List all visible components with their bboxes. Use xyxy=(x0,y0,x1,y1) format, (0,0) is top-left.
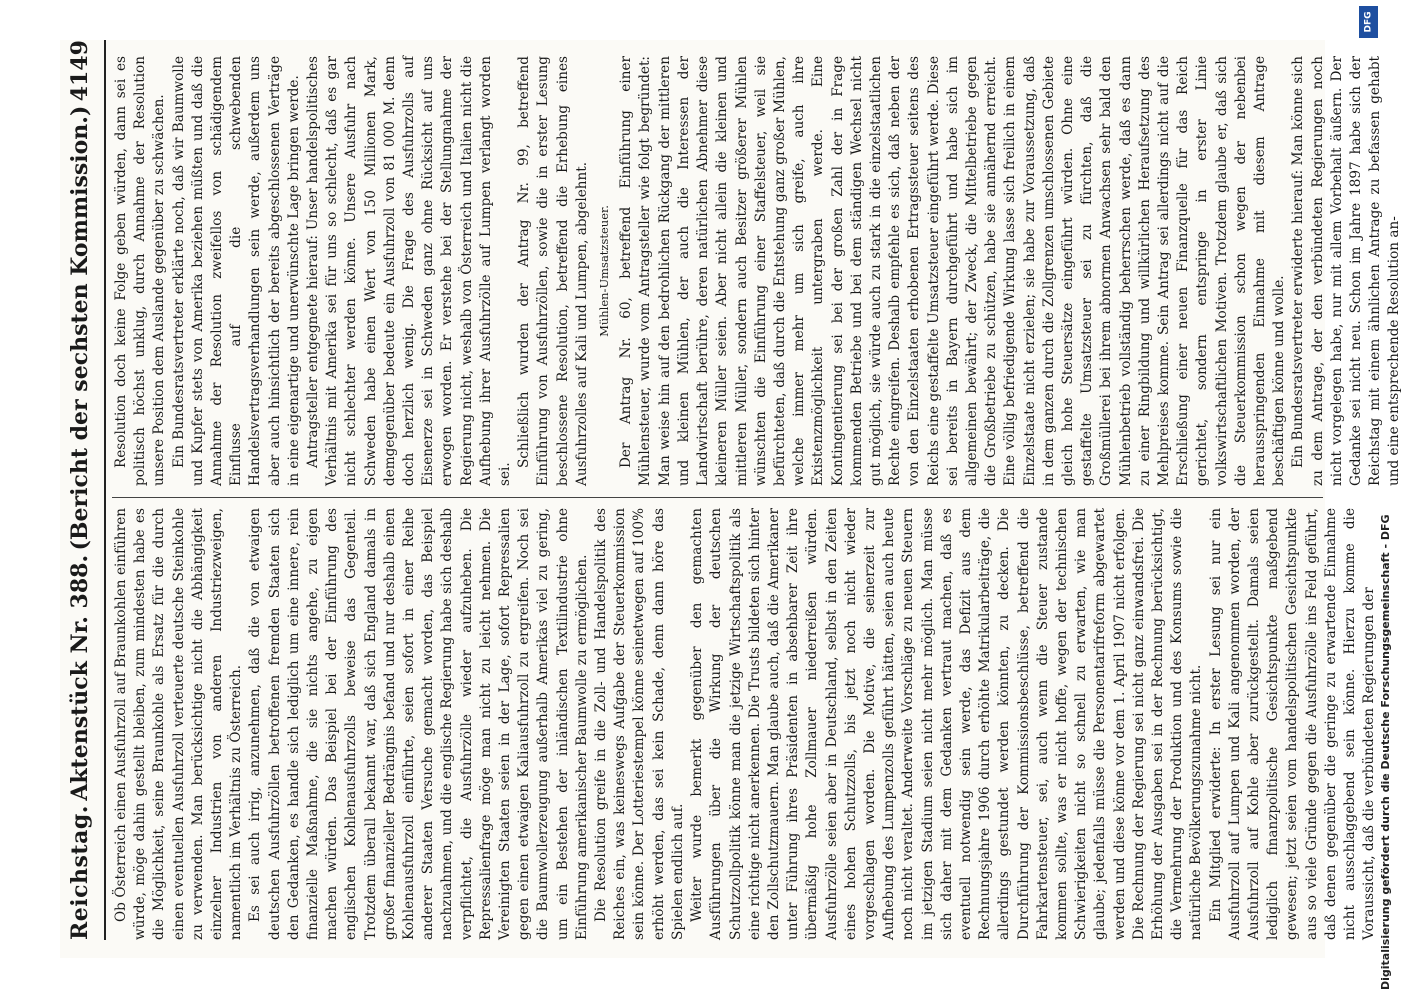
header-reichstag: Reichstag. xyxy=(67,805,93,940)
right-paragraph: Resolution doch keine Folge geben würden, dann sei es politisch höchst unklug, durch Annahme der Resolution unsere Position dem Auslande gegenüber zu schwächen. xyxy=(113,56,168,486)
left-paragraph: Ein Mitglied erwiderte: In erster Lesung sei nur ein Ausfuhrzoll auf Lumpen und Kali angenommen worden, der Ausfuhrzoll auf Kohle aber zurückgestellt. Damals seien lediglich finanzpolitische Gesichtspunkte maßgebend gewesen; jetzt seien vom handelspolitischen Gesichtspunkte aus so viele Gründe gegen die Ausfuhrzölle ins Feld geführt, daß denen gegenüber die geringe zu erwartende Einnahme nicht ausschlaggebend sein könne. Hierzu komme die Voraussicht, daß die verbündeten Regierungen der xyxy=(1207,508,1378,940)
right-paragraph: Antragsteller entgegnete hierauf: Unser handelspolitisches Verhältnis mit Amerika sei für uns so schlecht, daß es gar nicht schlechter werden könne. Unsere Ausfuhr nach Schweden habe einen Wert von 150 Millionen Mark, demgegenüber bedeute ein Ausfuhrzoll von 81 000 M. denn doch herzlich wenig. Die Frage des Ausfuhrzolls auf Eisenerze sei in Schweden ganz ohne Rücksicht auf uns erwogen worden. Er verstehe bei der Stellungnahme der Regierung nicht, weshalb von Österreich und Italien nicht die Aufhebung ihrer Ausfuhrzölle auf Lumpen verlangt worden sei. xyxy=(305,56,514,486)
left-paragraph: Es sei auch irrig, anzunehmen, daß die von etwaigen deutschen Ausfuhrzöllen betroffenen fremden Staaten sich den Gedanken, es handle sich lediglich um eine innere, rein finanzielle Maßnahme, die sie nichts angehe, zu eigen machen würden. Das Beispiel bei der Einführung des englischen Kohlenausfuhrzolls beweise das Gegenteil. Trotzdem überall bekannt war, daß sich England damals in großer finanzieller Bedrängnis befand und nur deshalb einen Kohlenausfuhrzoll einführte, seien sofort in einer Reihe anderer Staaten Versuche gemacht worden, das Beispiel nachzuahmen, und die englische Regierung habe sich deshalb verpflichtet, die Ausfuhrzölle wieder aufzuheben. Die Repressalienfrage möge man nicht zu leicht nehmen. Die Vereinigten Staaten seien in der Lage, sofort Repressalien gegen einen etwaigen Kaliausfuhrzoll zu ergreifen. Noch sei die Baumwollerzeugung außerhalb Amerikas viel zu gering, um ein Bestehen der inländischen Textilindustrie ohne Einführung amerikanischer Baumwolle zu ermöglichen. xyxy=(247,508,590,940)
left-paragraph: Weiter wurde bemerkt gegenüber den gemachten Ausführungen über die Wirkung der deutschen Schutzzollpolitik könne man die jetzige Wirtschaftspolitik als eine richtige nicht anerkennen. Die Trusts bildeten sich hinter den Zollschutzmauern. Man glaube auch, daß die Amerikaner unter Führung ihres Präsidenten in absehbarer Zeit ihre übermäßig hohe Zollmauer niederreißen würden. Ausfuhrzölle seien aber in Deutschland, selbst in den Zeiten eines hohen Schutzzolls, bis jetzt noch nicht wieder vorgeschlagen worden. Die Motive, die seinerzeit zur Aufhebung des Lumpenzolls geführt hätten, seien auch heute noch nicht veraltet. Anderweite Vorschläge zu neuen Steuern im jetzigen Stadium seien nicht mehr möglich. Man müsse sich daher mit dem Gedanken vertraut machen, daß es eventuell notwendig sein werde, das Defizit aus dem Rechnungsjahre 1906 durch erhöhte Matrikularbeiträge, die allerdings gestundet werden könnten, zu decken. Die Durchführung der Kommissionsbeschlüsse, betreffend die Fahrkartensteuer, sei, auch wenn die Steuer zustande kommen sollte, was er nicht hoffe, wegen der technischen Schwierigkeiten nicht so schnell zu erwarten, wie man glaube; jedenfalls müsse die Personentarifreform abgewartet werden und diese könne vor dem 1. April 1907 nicht erfolgen. Die Rechnung der Regierung sei nicht ganz einwandsfrei. Die Erhöhung der Ausgaben sei in der Rechnung berücksichtigt, die Vermehrung der Produktion und des Konsums sowie die natürliche Bevölkerungszunahme nicht. xyxy=(689,508,1205,940)
left-column xyxy=(112,508,1378,940)
page-header xyxy=(60,40,100,940)
right-paragraph: Ein Bundesratsvertreter erwiderte hierauf: Man könne sich zu dem Antrage, der den verbündeten Regierungen noch nicht vorgelegen habe, nur mit allem Vorbehalt äußern. Der Gedanke sei nicht neu. Schon im Jahre 1897 habe sich der Reichstag mit einem ähnlichen Antrage zu befassen gehabt und eine entsprechende Resolution an- xyxy=(1290,56,1403,486)
right-column xyxy=(112,56,1403,486)
right-paragraph: Ein Bundesratsvertreter erklärte noch, daß wir Baumwolle und Kupfer stets von Amerika beziehen müßten und daß die Annahme der Resolution zweifellos von schädigendem Einflusse auf die schwebenden Handelsvertragsverhandlungen sein werde, außerdem uns aber auch hinsichtlich der bereits abgeschlossenen Verträge in eine eigenartige und unerwünschte Lage bringen werde. xyxy=(170,56,302,486)
dfg-logo: DFG xyxy=(1359,6,1378,38)
digitization-credit: Digitalisierung gefördert durch die Deutsche Forschungsgemeinschaft - DFG xyxy=(1378,514,1392,990)
header-rule xyxy=(104,40,106,940)
column-divider xyxy=(112,497,1323,498)
left-paragraph: Die Resolution greife in die Zoll- und Handelspolitik des Reiches ein, was keineswegs Aufgabe der Steuerkommission sein könne. Der Lotteriestempel könne seinetwegen auf 100% erhöht werden, das sei kein Schade, denn dann höre das Spielen endlich auf. xyxy=(593,508,686,940)
header-bericht: (Bericht der sechsten Kommission.) xyxy=(67,105,93,551)
section-heading: Mühlen-Umsatzsteuer. xyxy=(597,205,612,337)
header-aktenstueck: Aktenstück Nr. 388. xyxy=(67,554,93,801)
right-paragraph: Der Antrag Nr. 60, betreffend Einführung einer Mühlensteuer, wurde vom Antragsteller wie folgt begründet: Man weise hin auf den bedrohlichen Rückgang der mittleren und kleinen Mühlen, der auch die Interessen der Landwirtschaft berühre, deren natürlichen Abnehmer diese kleineren Müller seien. Aber nicht allein die kleinen und mittleren Müller, sondern auch Besitzer größerer Mühlen wünschten die Einführung einer Staffelsteuer, weil sie befürchteten, daß durch die Entstehung ganz großer Mühlen, welche immer mehr um sich greife, auch ihre Existenzmöglichkeit untergraben werde. Eine Kontingentierung sei bei der großen Zahl der in Frage kommenden Betriebe und bei dem ständigen Wechsel nicht gut möglich, sie würde auch zu stark in die einzelstaatlichen Rechte eingreifen. Deshalb empfehle es sich, daß neben der von den Einzelstaaten erhobenen Ertragssteuer seitens des Reichs eine gestaffelte Umsatzsteuer eingeführt werde. Diese sei bereits in Bayern durchgeführt und habe sich im allgemeinen bewährt; der Zweck, die Mittelbetriebe gegen die Großbetriebe zu schützen, habe sie annähernd erreicht. Eine völlig befriedigende Wirkung lasse sich freilich in einem Einzelstaate nicht erzielen; sie habe zur Voraussetzung, daß in dem ganzen durch die Zollgrenzen umschlossenen Gebiete gleich hohe Steuersätze eingeführt würden. Ohne eine gestaffelte Umsatzsteuer sei zu fürchten, daß die Großmüllerei bei ihrem abnormen Anwachsen sehr bald den Mühlenbetrieb vollständig beherrschen werde, daß es dann zu einer Ringbildung und willkürlichen Heraufsetzung des Mehlpreises komme. Sein Antrag sei allerdings nicht auf die Erschließung einer neuen Finanzquelle für das Reich gerichtet, sondern entspringe in erster Linie volkswirtschaftlichen Motiven. Trotzdem glaube er, daß sich die Steuerkommission schon wegen der nebenbei herausspringenden Einnahme mit diesem Antrage beschäftigen könne und wolle. xyxy=(618,56,1288,486)
right-paragraph: Schließlich wurden der Antrag Nr. 99, betreffend Einführung von Ausfuhrzöllen, sowie die in erster Lesung beschlossene Resolution, betreffend die Erhebung eines Ausfuhrzolles auf Kali und Lumpen, abgelehnt. xyxy=(516,56,590,486)
left-paragraph: Ob Österreich einen Ausfuhrzoll auf Braunkohlen einführen würde, möge dahin gestellt bleiben, zum mindesten habe es die Möglichkeit, seine Braunkohle als Ersatz für die durch einen eventuellen Ausfuhrzoll verteuerte deutsche Steinkohle zu verwenden. Man berücksichtige nicht die Abhängigkeit einzelner Industrien von anderen Industriezweigen, namentlich im Verhältnis zu Österreich. xyxy=(113,508,245,940)
page-number: 4149 xyxy=(67,40,93,102)
